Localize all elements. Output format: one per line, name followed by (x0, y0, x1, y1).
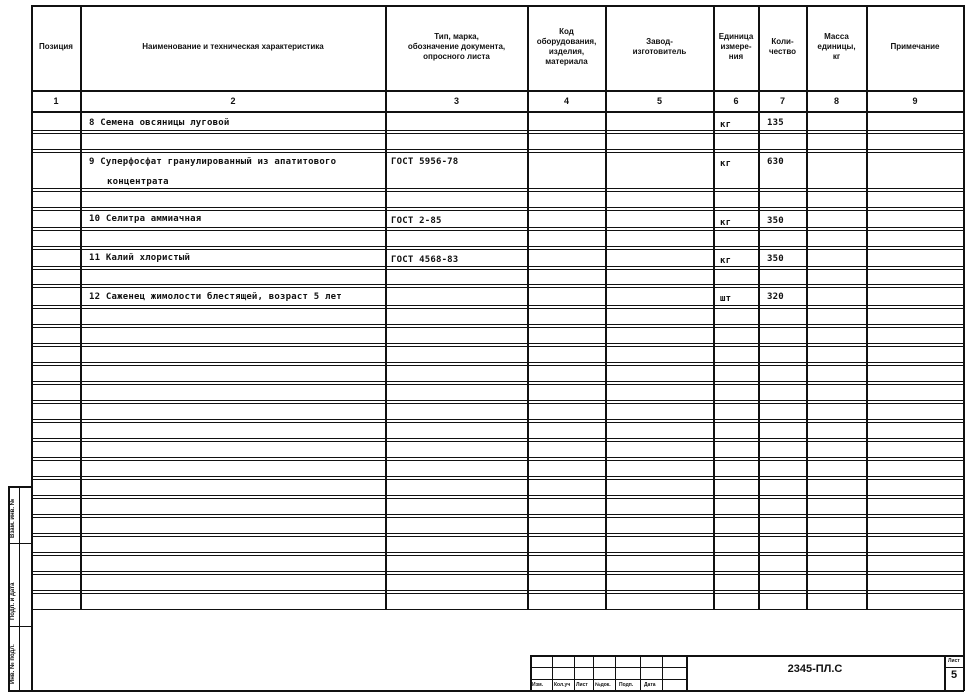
table-row-line (32, 188, 964, 189)
title-block-col (662, 655, 663, 691)
table-row-line (32, 362, 964, 363)
row-quantity: 350 (767, 254, 784, 264)
row-document: ГОСТ 2-85 (391, 216, 442, 226)
sheet-label: Лист (948, 658, 960, 664)
column-number: 3 (453, 96, 459, 106)
row-unit: шт (720, 294, 732, 304)
row-unit: кг (720, 120, 732, 130)
side-stamp-line-inner (19, 486, 20, 691)
table-row-line (32, 495, 964, 496)
title-block-sheet-row (944, 667, 964, 668)
table-row-line (32, 533, 964, 534)
table-row-line (32, 498, 964, 499)
sheet-number: 5 (950, 669, 958, 681)
table-row-line (32, 230, 964, 231)
title-label: Кол.уч (554, 682, 571, 688)
table-row-line (32, 460, 964, 461)
table-row-line (32, 152, 964, 153)
table-row-line (32, 403, 964, 404)
table-row-line (32, 287, 964, 288)
table-row-line (32, 227, 964, 228)
table-row-line (32, 441, 964, 442)
table-row-line (32, 365, 964, 366)
title-block-row (530, 667, 686, 668)
table-row-line (32, 422, 964, 423)
title-label: Дата (644, 682, 656, 688)
table-row-line (32, 381, 964, 382)
column-number: 1 (53, 96, 59, 106)
column-number: 9 (912, 96, 918, 106)
title-label: Изм. (532, 682, 544, 688)
table-row-line (32, 590, 964, 591)
side-label-replacement: Взам. инв. № (10, 498, 16, 538)
table-row-line (32, 514, 964, 515)
table-row-line (32, 346, 964, 347)
table-row-line (32, 191, 964, 192)
side-stamp-divider (8, 626, 32, 627)
title-block-col (640, 655, 641, 691)
header-unit: Единица измере- ния (718, 32, 754, 61)
table-row-line (32, 536, 964, 537)
row-quantity: 350 (767, 216, 784, 226)
row-name: 12 Саженец жимолости блестящей, возраст 5 лет (89, 292, 342, 302)
table-row-line (32, 305, 964, 306)
side-stamp-bottom (8, 690, 32, 692)
row-name: 9 Суперфосфат гранулированный из апатитового (89, 157, 337, 167)
table-row-line (32, 210, 964, 211)
header-name: Наименование и техническая характеристика (142, 42, 324, 51)
side-label-signature: Подп. и дата (10, 582, 16, 620)
row-name: 8 Семена овсяницы луговой (89, 118, 230, 128)
header-code: Код оборудования, изделия, материала (536, 27, 597, 66)
table-row-line (32, 517, 964, 518)
row-unit: кг (720, 218, 732, 228)
row-unit: кг (720, 256, 732, 266)
table-row-line (32, 419, 964, 420)
table-row-line (32, 133, 964, 134)
table-row-line (32, 130, 964, 131)
header-quantity: Коли- чество (768, 37, 797, 56)
header-mass: Масса единицы, кг (817, 32, 856, 61)
row-name: 11 Калий хлористый (89, 253, 191, 263)
table-row-line (32, 438, 964, 439)
header-type: Тип, марка, обозначение документа, опросного листа (407, 32, 506, 61)
row-unit: кг (720, 159, 732, 169)
title-label: Лист (576, 682, 588, 688)
table-row-line (32, 266, 964, 267)
table-row-line (32, 555, 964, 556)
table-row-line (32, 457, 964, 458)
row-quantity: 630 (767, 157, 784, 167)
title-block-col (615, 655, 616, 691)
column-number: 4 (563, 96, 569, 106)
title-block-col (593, 655, 594, 691)
row-document: ГОСТ 5956-78 (391, 157, 459, 167)
table-row-line (32, 284, 964, 285)
document-designation: 2345-ПЛ.С (787, 663, 843, 675)
table-row-line (32, 343, 964, 344)
frame-right (963, 5, 965, 691)
title-block-col (574, 655, 575, 691)
frame-bottom (32, 690, 964, 692)
side-stamp-divider (8, 543, 32, 544)
column-number: 5 (656, 96, 662, 106)
table-row-line (32, 207, 964, 208)
row-quantity: 320 (767, 292, 784, 302)
header-note: Примечание (890, 42, 940, 51)
column-number-divider (32, 111, 964, 113)
table-row-line (32, 308, 964, 309)
table-row-line (32, 552, 964, 553)
title-block-row (530, 679, 686, 680)
table-row-line (32, 149, 964, 150)
title-block-top (530, 655, 964, 657)
table-row-line (32, 384, 964, 385)
side-stamp-top (8, 486, 32, 488)
title-label: Подп. (619, 682, 634, 688)
title-block-col (552, 655, 553, 691)
table-row-line (32, 246, 964, 247)
table-row-line (32, 593, 964, 594)
column-number: 6 (733, 96, 739, 106)
side-label-inventory: Инв. № подл. (10, 644, 16, 684)
row-quantity: 135 (767, 118, 784, 128)
row-name: 10 Селитра аммиачная (89, 214, 202, 224)
row-name-continued: концентрата (107, 177, 169, 187)
table-row-line (32, 574, 964, 575)
row-document: ГОСТ 4568-83 (391, 255, 459, 265)
table-row-line (32, 479, 964, 480)
table-row-line (32, 400, 964, 401)
table-row-line (32, 269, 964, 270)
table-row-line (32, 324, 964, 325)
header-manufacturer: Завод- изготовитель (632, 37, 687, 56)
table-row-line (32, 609, 964, 610)
table-row-line (32, 249, 964, 250)
column-number: 2 (230, 96, 236, 106)
table-row-line (32, 571, 964, 572)
title-label: №док. (595, 682, 611, 688)
table-row-line (32, 327, 964, 328)
column-number: 8 (833, 96, 839, 106)
column-number: 7 (779, 96, 785, 106)
header-position: Позиция (39, 42, 73, 51)
table-row-line (32, 476, 964, 477)
